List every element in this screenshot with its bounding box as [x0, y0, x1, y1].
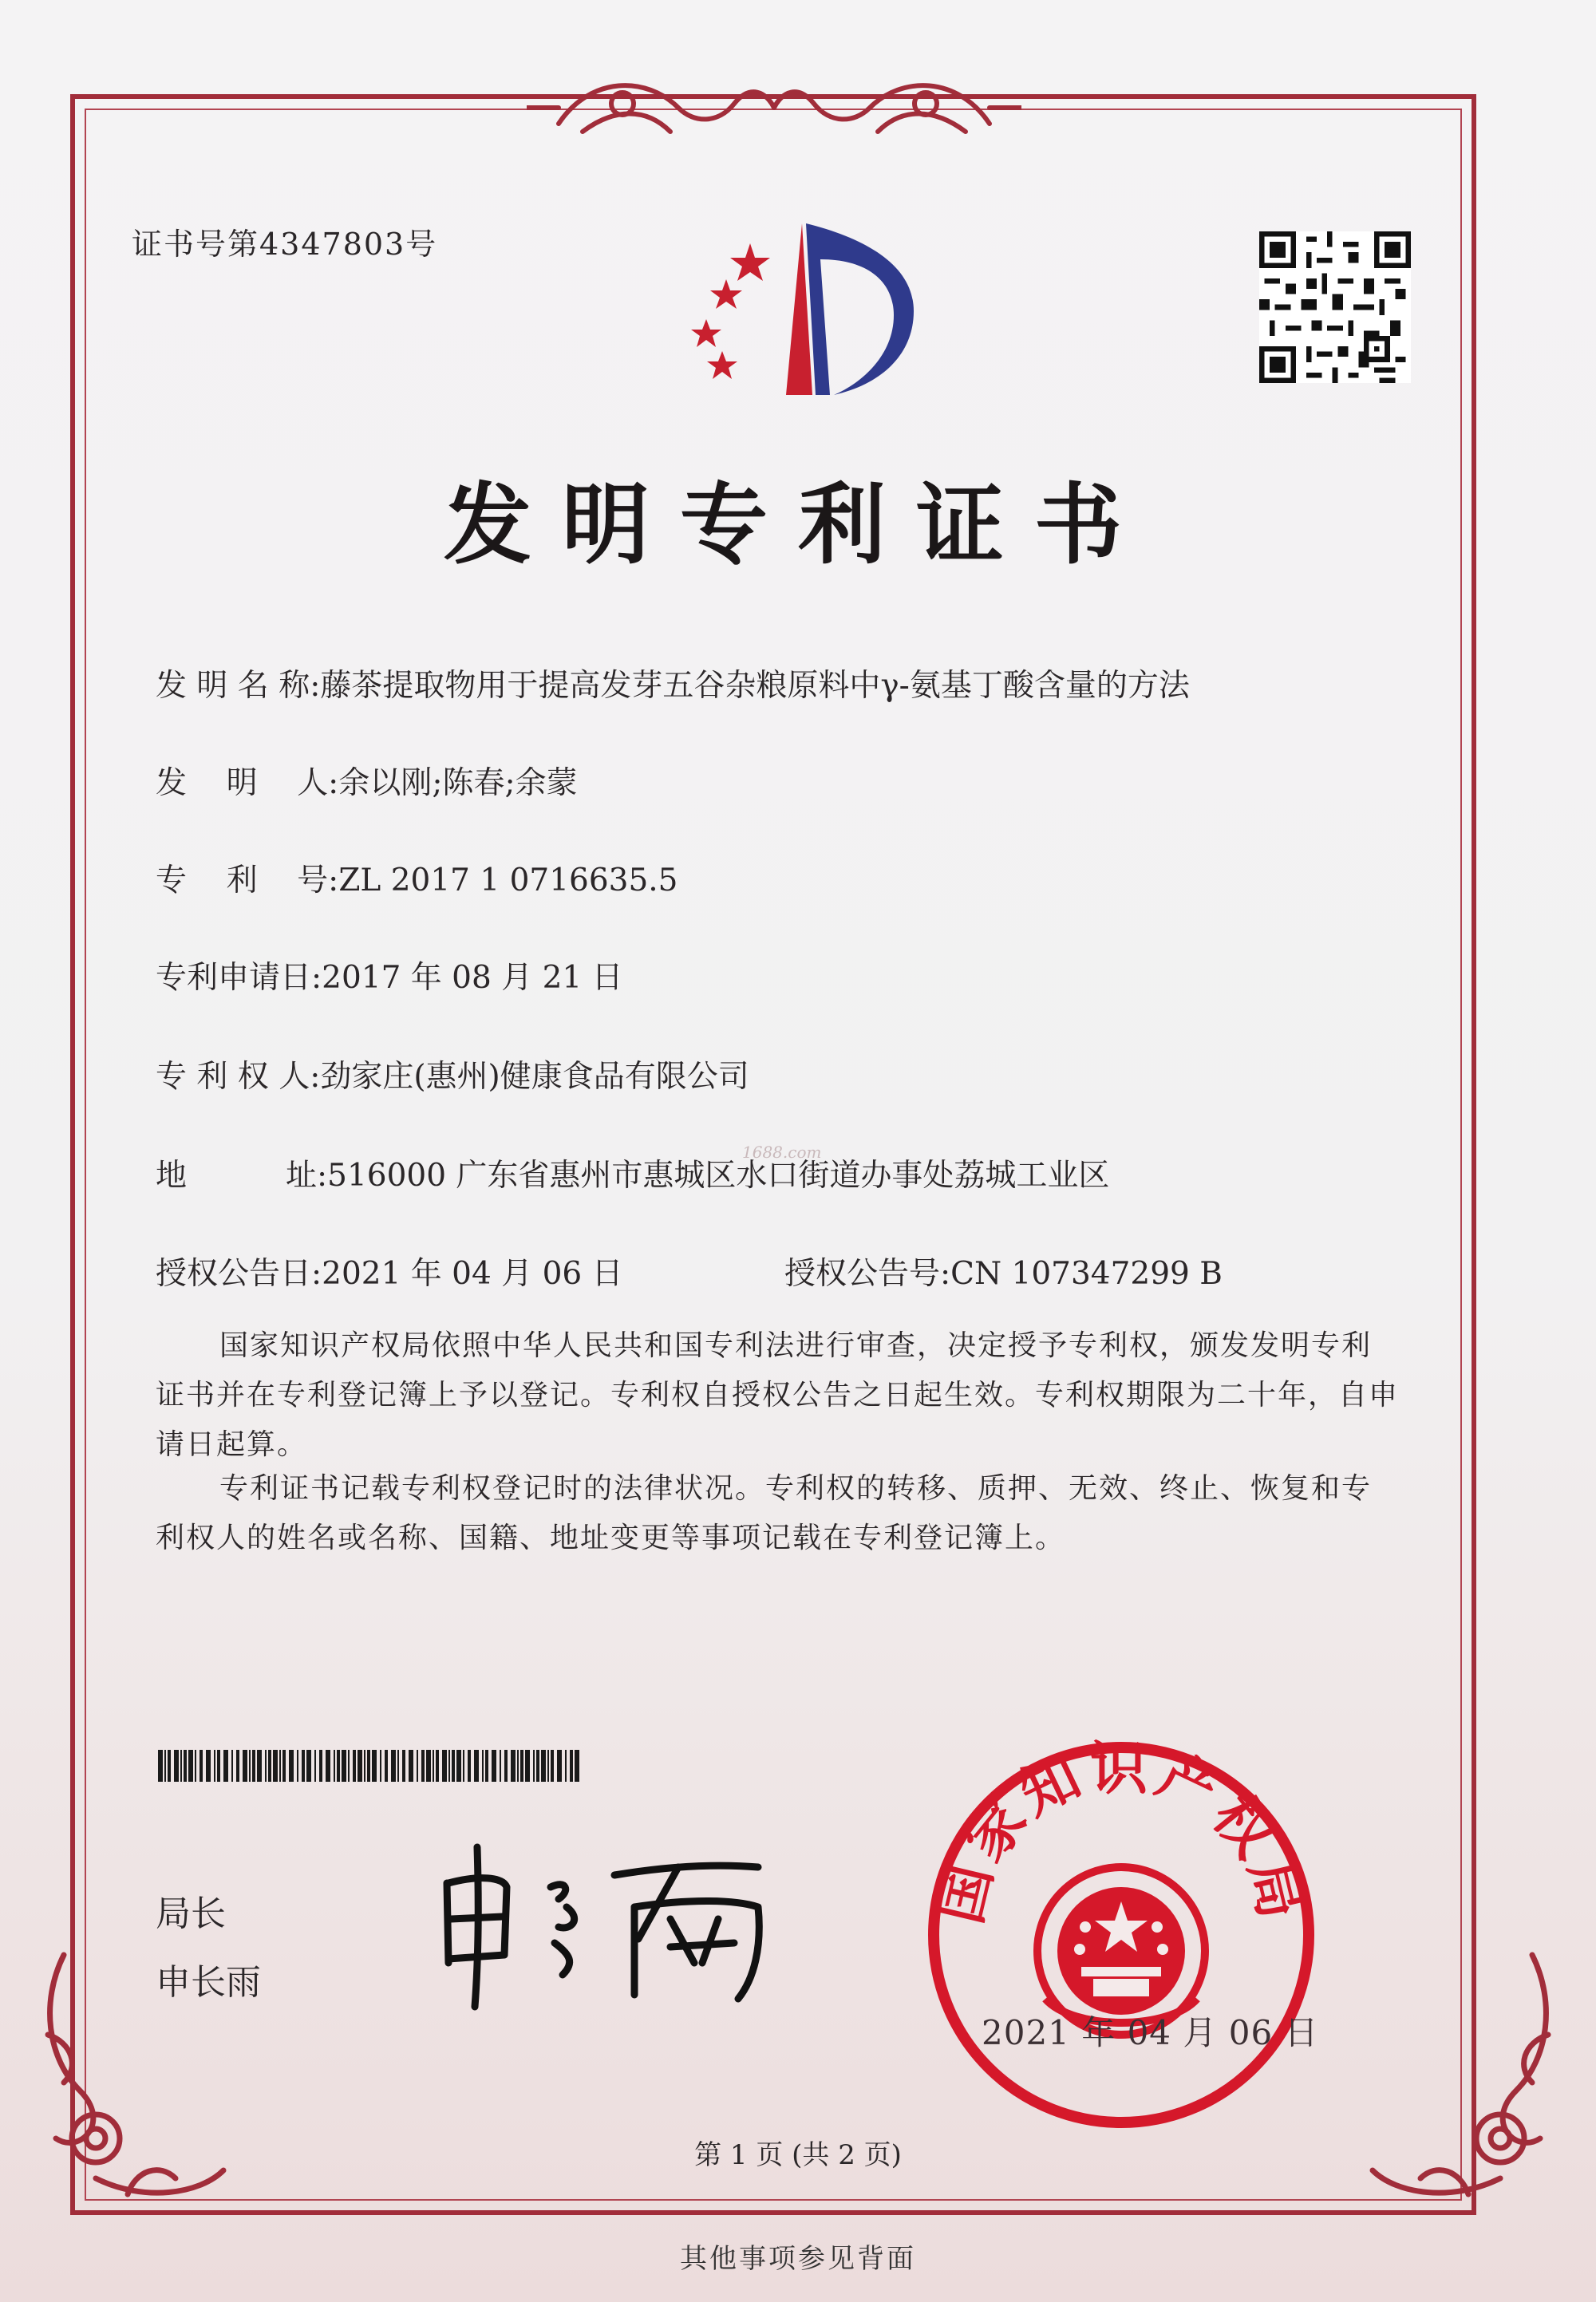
filing-date-label: 专利申请日:	[156, 960, 322, 996]
director-name: 申长雨	[156, 1962, 261, 2003]
director-signature	[431, 1843, 798, 2011]
grant-date-value: 2021 年 04 月 06 日	[322, 1256, 623, 1292]
grant-number-row	[784, 1249, 1223, 1293]
patent-office-logo	[662, 211, 926, 403]
invention-name-label: 发 明 名 称:	[156, 668, 321, 704]
grant-number-label: 授权公告号:	[784, 1256, 951, 1292]
inventors-value: 余以刚;陈春;余蒙	[338, 765, 578, 801]
patentee-label: 专 利 权 人:	[156, 1059, 321, 1095]
patentee-row	[156, 1052, 749, 1096]
patent-number-value: ZL 2017 1 0716635.5	[338, 863, 678, 898]
seal-date: 2021 年 04 月 06 日	[982, 2013, 1319, 2052]
patent-number-row	[156, 855, 678, 900]
watermark-text: 1688.com	[742, 1143, 822, 1162]
patent-number-label: 专 利 号:	[156, 863, 339, 898]
address-value: 516000 广东省惠州市惠城区水口街道办事处荔城工业区	[327, 1158, 1110, 1194]
footer-note: 其他事项参见背面	[680, 2243, 916, 2275]
director-title: 局长	[156, 1893, 226, 1934]
inventors-label: 发 明 人:	[156, 765, 339, 801]
grant-date-row	[156, 1249, 623, 1293]
top-ornament	[527, 60, 1021, 148]
legal-paragraph-1: 国家知识产权局依照中华人民共和国专利法进行审查，决定授予专利权，颁发发明专利证书并在专利登记簿上予以登记。专利权自授权公告之日起生效。专利权期限为二十年，自申请日起算。	[156, 1329, 1400, 1461]
invention-name-value: 藤茶提取物用于提高发芽五谷杂粮原料中γ-氨基丁酸含量的方法	[320, 668, 1190, 704]
svg-text:国家知识产权局: 国家知识产权局	[926, 1735, 1317, 1930]
filing-date-row	[156, 953, 623, 997]
certificate-title: 发明专利证书	[444, 473, 1152, 576]
qr-code[interactable]	[1259, 231, 1411, 383]
grant-date-label: 授权公告日:	[156, 1256, 322, 1292]
official-seal	[922, 1735, 1321, 2134]
barcode	[158, 1750, 583, 1782]
page-number: 第 1 页 (共 2 页)	[694, 2139, 902, 2171]
certificate-number: 证书号第4347803号	[132, 227, 438, 262]
address-label: 地 址:	[156, 1158, 328, 1194]
grant-number-value: CN 107347299 B	[950, 1256, 1223, 1292]
inventors-row	[156, 758, 578, 803]
legal-paragraph-2: 专利证书记载专利权登记时的法律状况。专利权的转移、质押、无效、终止、恢复和专利权人的姓名或名称、国籍、地址变更等事项记载在专利登记簿上。	[156, 1472, 1373, 1554]
address-row	[156, 1151, 1109, 1195]
filing-date-value: 2017 年 08 月 21 日	[322, 960, 623, 996]
invention-name-row	[156, 661, 1190, 705]
patentee-value: 劲家庄(惠州)健康食品有限公司	[320, 1059, 749, 1095]
